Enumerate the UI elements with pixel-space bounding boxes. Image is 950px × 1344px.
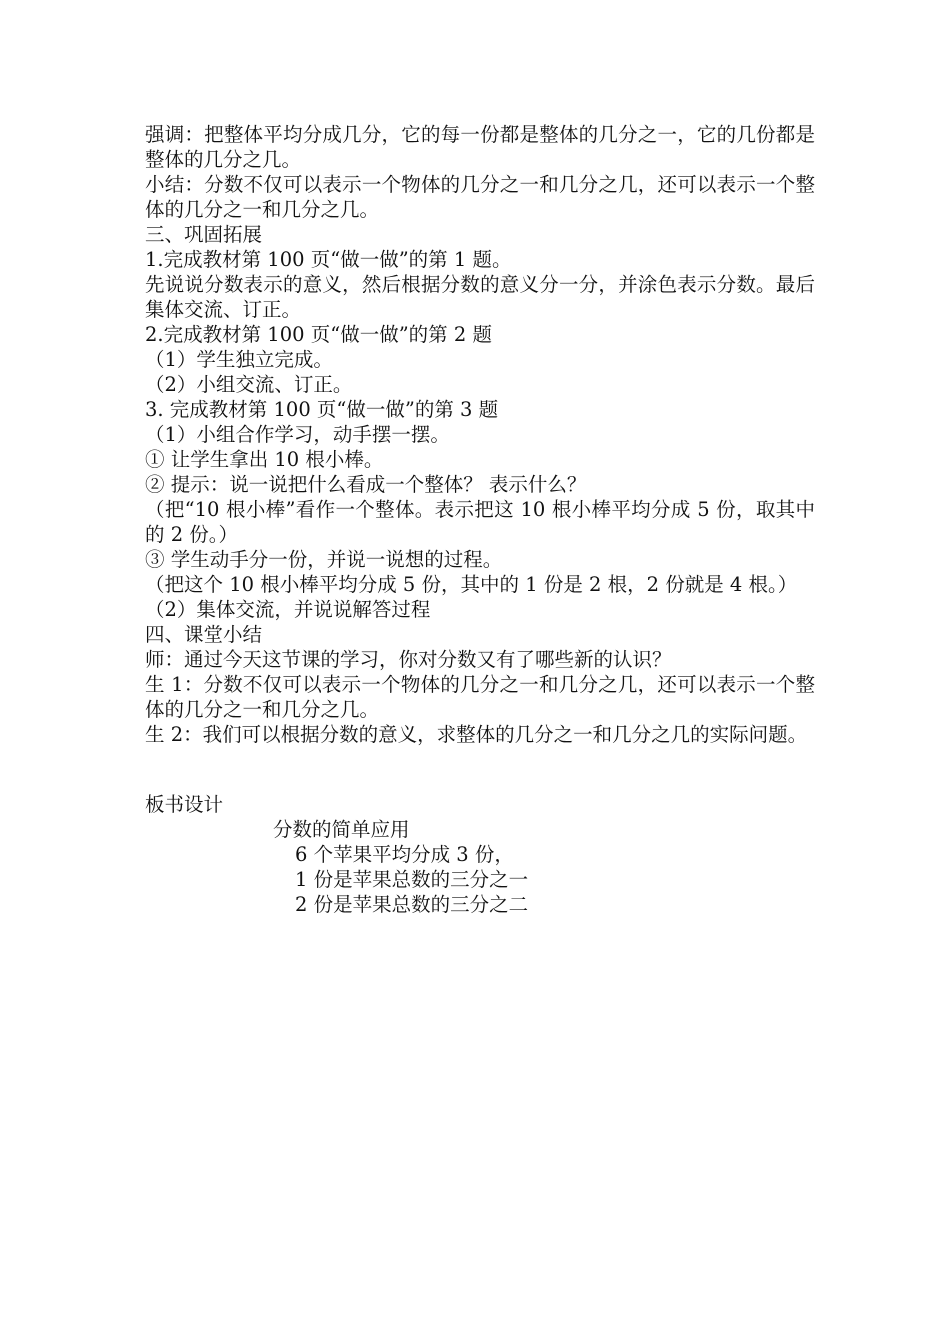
paragraph-summary: 小结：分数不仅可以表示一个物体的几分之一和几分之几，还可以表示一个整体的几分之一和几分之几。 xyxy=(145,173,815,221)
board-line-2: 1 份是苹果总数的三分之一 xyxy=(295,868,529,891)
exercise-3-item-3: ③ 学生动手分一份，并说一说想的过程。 xyxy=(145,548,503,571)
board-title: 分数的简单应用 xyxy=(273,818,410,841)
exercise-3-item-2: ② 提示：说一说把什么看成一个整体？ 表示什么？ xyxy=(145,473,587,496)
exercise-1: 1.完成教材第 100 页“做一做”的第 1 题。 xyxy=(145,248,512,271)
spacer xyxy=(145,747,815,792)
exercise-2-step-1: （1）学生独立完成。 xyxy=(145,348,333,371)
board-line-1: 6 个苹果平均分成 3 份， xyxy=(295,843,514,866)
board-line-3: 2 份是苹果总数的三分之二 xyxy=(295,893,529,916)
board-design-heading: 板书设计 xyxy=(145,793,224,816)
student-1-answer: 生 1：分数不仅可以表示一个物体的几分之一和几分之几，还可以表示一个整体的几分之一和几分之几。 xyxy=(145,673,815,721)
paragraph-emphasis: 强调：把整体平均分成几分，它的每一份都是整体的几分之一，它的几份都是整体的几分之几。 xyxy=(145,123,815,171)
exercise-3-step-2: （2）集体交流，并说说解答过程 xyxy=(145,598,431,621)
document-body xyxy=(145,122,815,917)
exercise-3: 3. 完成教材第 100 页“做一做”的第 3 题 xyxy=(145,398,499,421)
exercise-2-step-2: （2）小组交流、订正。 xyxy=(145,373,353,396)
exercise-3-note-2: （把这个 10 根小棒平均分成 5 份，其中的 1 份是 2 根，2 份就是 4 根。） xyxy=(145,573,798,596)
exercise-2: 2.完成教材第 100 页“做一做”的第 2 题 xyxy=(145,323,492,346)
teacher-question: 师：通过今天这节课的学习，你对分数又有了哪些新的认识？ xyxy=(145,648,672,671)
section-heading-consolidate: 三、巩固拓展 xyxy=(145,223,263,246)
exercise-3-item-1: ① 让学生拿出 10 根小棒。 xyxy=(145,448,384,471)
section-heading-summary: 四、课堂小结 xyxy=(145,623,263,646)
exercise-3-step-1: （1）小组合作学习，动手摆一摆。 xyxy=(145,423,450,446)
exercise-1-instructions: 先说说分数表示的意义，然后根据分数的意义分一分，并涂色表示分数。最后集体交流、订正。 xyxy=(145,273,815,321)
exercise-3-note-1: （把“10 根小棒”看作一个整体。表示把这 10 根小棒平均分成 5 份，取其中的 2 份。） xyxy=(145,498,815,546)
student-2-answer: 生 2：我们可以根据分数的意义，求整体的几分之一和几分之几的实际问题。 xyxy=(145,723,808,746)
